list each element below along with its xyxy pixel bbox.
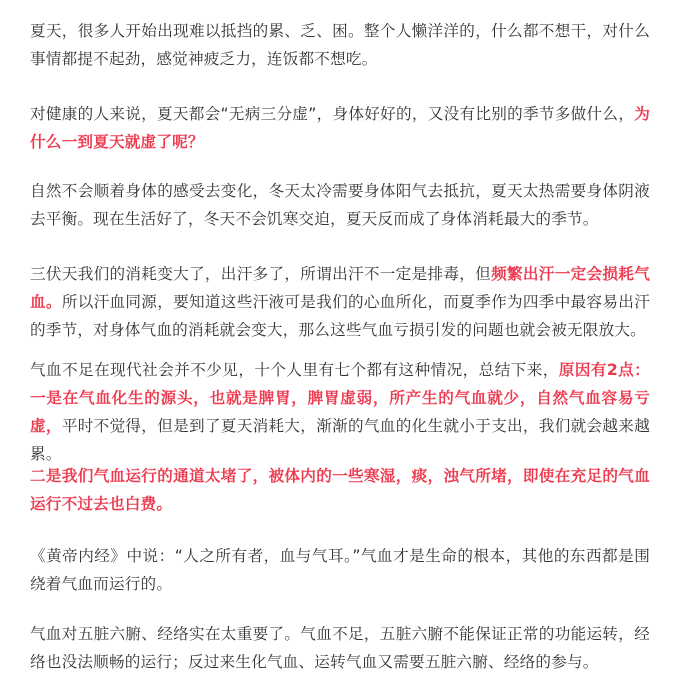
text-segment: 《黄帝内经》中说：“人之所有者，血与气耳。”气血才是生命的根本，其他的东西都是围绕着气血而运行的。 bbox=[30, 547, 650, 593]
text-segment: 对健康的人来说，夏天都会“无病三分虚”，身体好好的，又没有比别的季节多做什么， bbox=[30, 105, 635, 123]
text-segment: 三伏天我们的消耗变大了，出汗多了，所谓出汗不一定是排毒，但 bbox=[30, 265, 492, 283]
paragraph-seasons bbox=[30, 177, 650, 233]
paragraph-healthy-people bbox=[30, 100, 650, 156]
highlight-question: 为什么一到夏天就虚了呢？ bbox=[30, 105, 650, 151]
text-segment: 气血不足在现代社会并不少见，十个人里有七个都有这种情况，总结下来， bbox=[30, 361, 559, 379]
highlight-reason-two: 二是我们气血运行的通道太堵了，被体内的一些寒湿，痰，浊气所堵，即使在充足的气血运行不过去也白费。 bbox=[30, 467, 650, 513]
text-segment: 气血对五脏六腑、经络实在太重要了。气血不足，五脏六腑不能保证正常的功能运转，经络也没法顺畅的运行；反过来生化气血、运转气血又需要五脏六腑、经络的参与。 bbox=[30, 625, 650, 671]
paragraph-reason-one bbox=[30, 356, 650, 468]
text-segment: 所以汗血同源，要知道这些汗液可是我们的心血所化，而夏季作为四季中最容易出汗的季节，对身体气血的消耗就会变大，那么这些气血亏损引发的问题也就会被无限放大。 bbox=[30, 293, 651, 339]
text-segment: 自然不会顺着身体的感受去变化，冬天太冷需要身体阳气去抵抗，夏天太热需要身体阴液去平衡。现在生活好了，冬天不会饥寒交迫，夏天反而成了身体消耗最大的季节。 bbox=[30, 182, 650, 228]
paragraph-organs-meridians bbox=[30, 620, 650, 676]
paragraph-reason-two bbox=[30, 462, 650, 518]
paragraph-summer-fatigue bbox=[30, 17, 650, 73]
text-segment: 平时不觉得，但是到了夏天消耗大，渐渐的气血的化生就小于支出，我们就会越来越累。 bbox=[30, 417, 651, 463]
paragraph-sweating bbox=[30, 260, 650, 344]
text-segment: 夏天，很多人开始出现难以抵挡的累、乏、困。整个人懒洋洋的，什么都不想干，对什么事情都提不起劲，感觉神疲乏力，连饭都不想吃。 bbox=[30, 22, 650, 68]
highlight-reason-one: 原因有2点：一是在气血化生的源头，也就是脾胃，脾胃虚弱，所产生的气血就少，自然气血容易亏虚， bbox=[30, 361, 650, 435]
highlight-sweat-loss: 频繁出汗一定会损耗气血。 bbox=[30, 265, 650, 311]
paragraph-huangdi-neijing bbox=[30, 542, 650, 598]
